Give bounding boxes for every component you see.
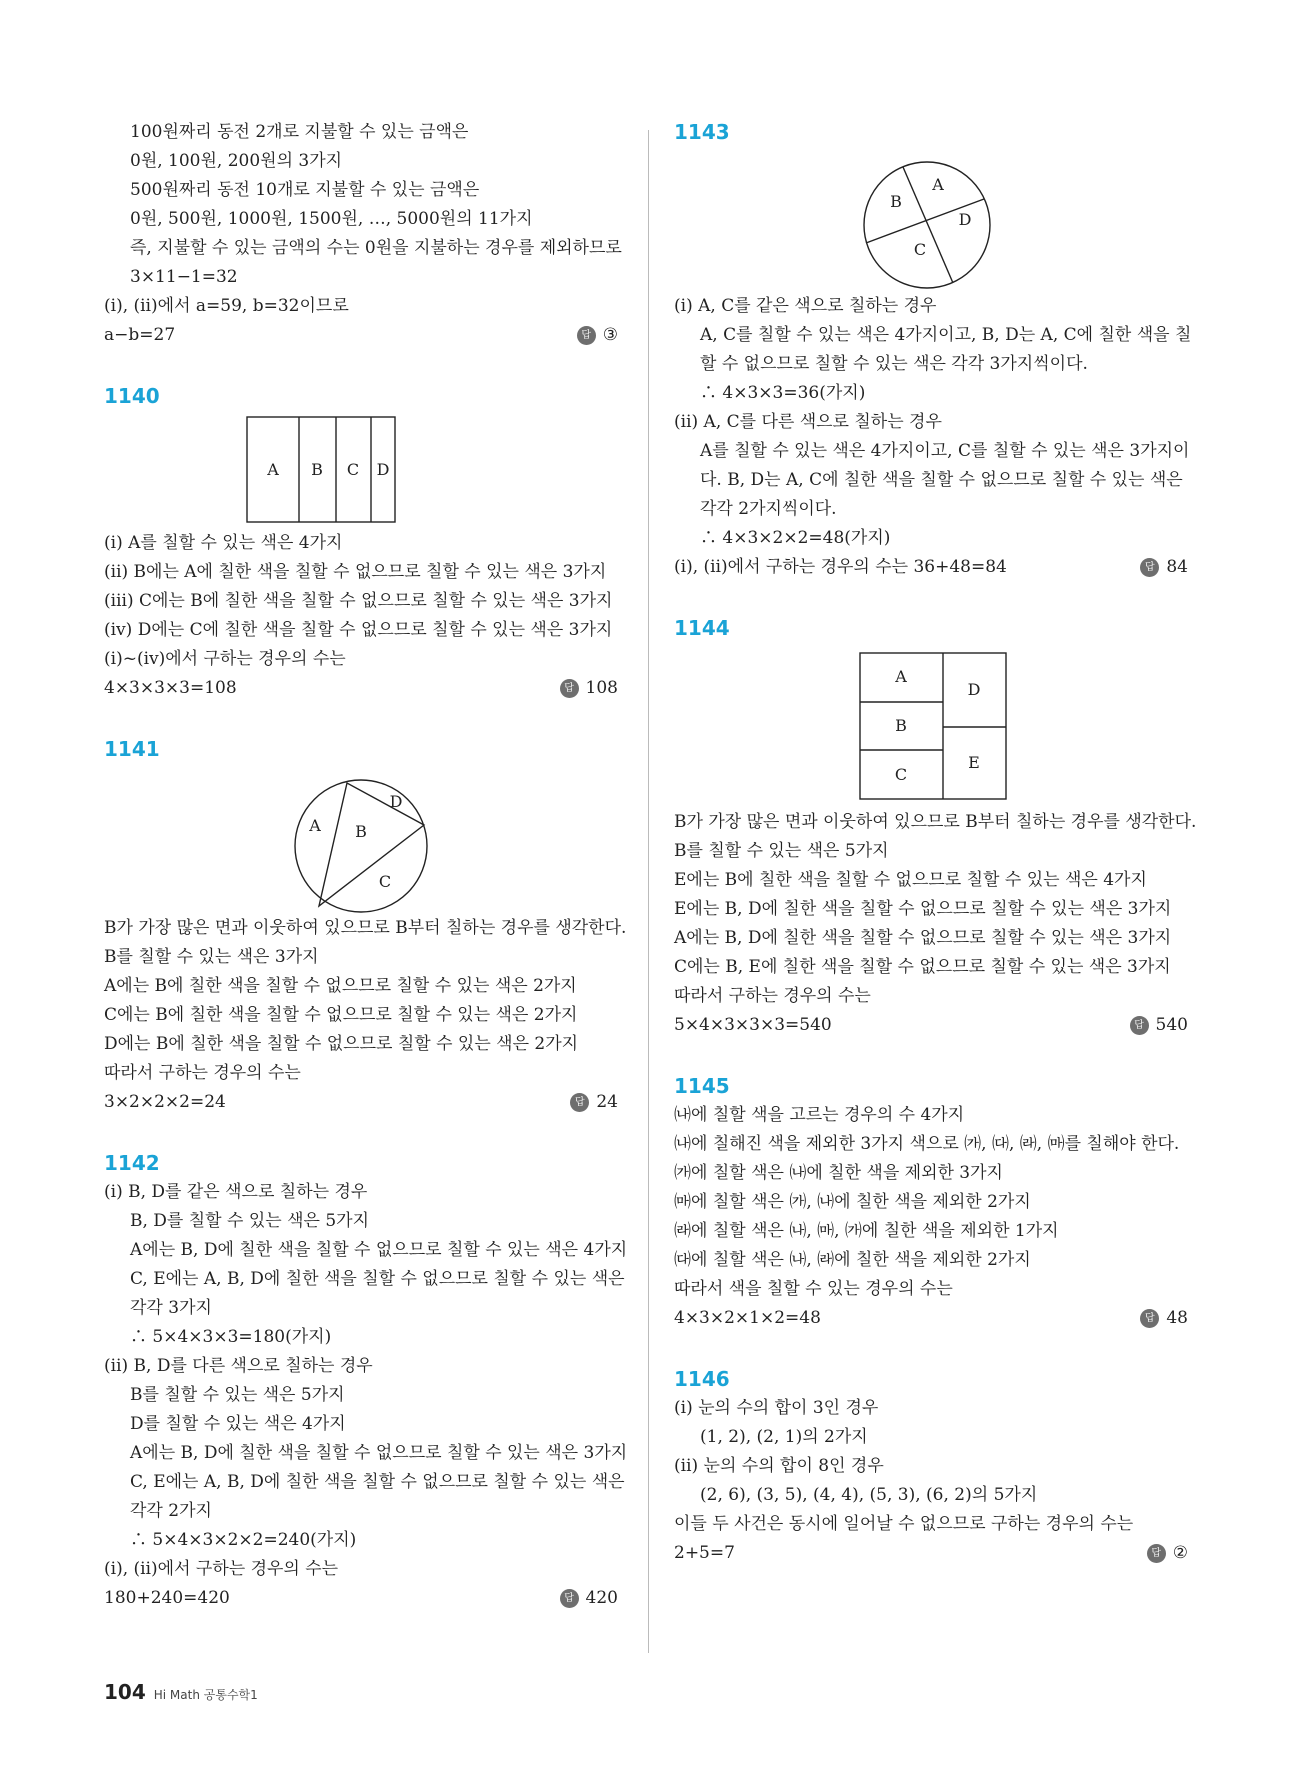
region-label: C [894, 765, 908, 784]
text-line: A에는 B에 칠한 색을 칠할 수 없으므로 칠할 수 있는 색은 2가지 [104, 976, 577, 996]
region-label: B [895, 716, 907, 735]
answer [560, 674, 618, 703]
text-line: ㈏에 칠해진 색을 제외한 3가지 색으로 ㈎, ㈐, ㈑, ㈒를 칠해야 한다. [674, 1134, 1180, 1154]
result-line: (ⅰ), (ⅱ)에서 구하는 경우의 수는 36+48=84 [674, 557, 1007, 577]
right-column [674, 118, 1197, 1568]
text-line: (ⅰ), (ⅱ)에서 구하는 경우의 수는 [104, 1559, 339, 1579]
text-line [674, 1304, 1188, 1333]
text-line: 0원, 500원, 1000원, 1500원, …, 5000원의 11가지 [130, 209, 533, 229]
answer-badge-icon: 답 [560, 679, 579, 698]
text-line [104, 674, 618, 703]
text-line: C에는 B, E에 칠한 색을 칠할 수 없으므로 칠할 수 있는 색은 3가지 [674, 957, 1171, 977]
text-line: ∴ 4×3×3=36(가지) [700, 383, 866, 403]
region-label: C [378, 872, 392, 891]
region-label: D [389, 792, 403, 811]
text-line: ㈐에 칠할 색은 ㈏, ㈑에 칠한 색을 제외한 2가지 [674, 1250, 1031, 1270]
figure-1140 [104, 411, 618, 529]
text-line [104, 321, 618, 350]
figure-1141 [104, 764, 618, 914]
text-line: 0원, 100원, 200원의 3가지 [130, 151, 343, 171]
figure-1143 [674, 147, 1188, 292]
text-line: C, E에는 A, B, D에 칠한 색을 칠할 수 없으므로 칠할 수 있는 색은 [130, 1269, 625, 1289]
text-line: ∴ 5×4×3×3=180(가지) [130, 1327, 332, 1347]
text-line: (ⅲ) C에는 B에 칠한 색을 칠할 수 없으므로 칠할 수 있는 색은 3가지 [104, 591, 613, 611]
answer-value: 420 [585, 1588, 618, 1608]
text-line: B를 칠할 수 있는 색은 5가지 [674, 841, 889, 861]
region-label: A [267, 460, 279, 479]
left-column [104, 118, 628, 1613]
problem-number: 1140 [104, 384, 160, 408]
answer-value: 84 [1166, 557, 1188, 577]
text-line: ㈎에 칠할 색은 ㈏에 칠한 색을 제외한 3가지 [674, 1163, 1003, 1183]
text-line: 따라서 구하는 경우의 수는 [104, 1063, 301, 1083]
text-line: (ⅱ) A, C를 다른 색으로 칠하는 경우 [674, 412, 942, 432]
text-line: D를 칠할 수 있는 색은 4가지 [130, 1414, 346, 1434]
answer-badge-icon: 답 [1140, 1309, 1159, 1328]
result-line: 4×3×3×3=108 [104, 678, 237, 698]
text-line: 각각 2가지 [130, 1501, 212, 1521]
answer-badge-icon: 답 [560, 1589, 579, 1608]
region-label: E [968, 753, 980, 772]
text-line: (ⅱ) 눈의 수의 합이 8인 경우 [674, 1456, 884, 1476]
region-label: A [309, 816, 321, 835]
result-line: 4×3×2×1×2=48 [674, 1308, 821, 1328]
text-line: 이들 두 사건은 동시에 일어날 수 없으므로 구하는 경우의 수는 [674, 1514, 1134, 1534]
text-line: C에는 B에 칠한 색을 칠할 수 없으므로 칠할 수 있는 색은 2가지 [104, 1005, 578, 1025]
text-line: (1, 2), (2, 1)의 2가지 [700, 1427, 868, 1447]
text-line: ∴ 4×3×2×2=48(가지) [700, 528, 891, 548]
text-line [674, 1539, 1188, 1568]
text-line: A에는 B, D에 칠한 색을 칠할 수 없으므로 칠할 수 있는 색은 4가지 [130, 1240, 628, 1260]
region-label: B [355, 822, 367, 841]
page-footer [104, 1680, 258, 1704]
text-line: A에는 B, D에 칠한 색을 칠할 수 없으므로 칠할 수 있는 색은 3가지 [674, 928, 1172, 948]
answer [1140, 553, 1188, 582]
text-line: ㈑에 칠할 색은 ㈏, ㈒, ㈎에 칠한 색을 제외한 1가지 [674, 1221, 1059, 1241]
result-line: 2+5=7 [674, 1543, 735, 1563]
text-line [104, 1088, 618, 1117]
text-line: 500원짜리 동전 10개로 지불할 수 있는 금액은 [130, 180, 480, 200]
answer-value: 24 [596, 1092, 618, 1112]
text-line: ㈒에 칠할 색은 ㈎, ㈏에 칠한 색을 제외한 2가지 [674, 1192, 1031, 1212]
answer [560, 1584, 618, 1613]
text-line: 100원짜리 동전 2개로 지불할 수 있는 금액은 [130, 122, 469, 142]
answer [570, 1088, 618, 1117]
region-label: D [958, 210, 972, 229]
problem-number: 1145 [674, 1074, 730, 1098]
figure-1144 [674, 643, 1188, 808]
page-number: 104 [104, 1680, 146, 1704]
text-line: 각각 2가지씩이다. [700, 499, 837, 519]
result-line: 180+240=420 [104, 1588, 230, 1608]
answer [577, 321, 618, 350]
problem-number: 1143 [674, 120, 730, 144]
text-line: C, E에는 A, B, D에 칠한 색을 칠할 수 없으므로 칠할 수 있는 색은 [130, 1472, 625, 1492]
text-line: B가 가장 많은 면과 이웃하여 있으므로 B부터 칠하는 경우를 생각한다. [104, 918, 627, 938]
text-line: D에는 B에 칠한 색을 칠할 수 없으므로 칠할 수 있는 색은 2가지 [104, 1034, 579, 1054]
text-line: 따라서 색을 칠할 수 있는 경우의 수는 [674, 1279, 953, 1299]
answer-badge-icon: 답 [570, 1093, 589, 1112]
text-line: (ⅱ) B, D를 다른 색으로 칠하는 경우 [104, 1356, 373, 1376]
text-line: (ⅳ) D에는 C에 칠한 색을 칠할 수 없으므로 칠할 수 있는 색은 3가지 [104, 620, 613, 640]
answer-badge-icon: 답 [577, 326, 596, 345]
result-line: 3×2×2×2=24 [104, 1092, 226, 1112]
answer-value: 108 [585, 678, 618, 698]
problem-number: 1142 [104, 1151, 160, 1175]
problem-number: 1141 [104, 737, 160, 761]
result-line: 5×4×3×3×3=540 [674, 1015, 832, 1035]
answer-value: 540 [1155, 1015, 1188, 1035]
problem-number: 1146 [674, 1367, 730, 1391]
answer-badge-icon: 답 [1130, 1016, 1149, 1035]
result-line: a−b=27 [104, 325, 176, 345]
text-line: 할 수 없으므로 칠할 수 있는 색은 각각 3가지씩이다. [700, 354, 1088, 374]
answer-value: ③ [602, 325, 618, 345]
text-line: E에는 B, D에 칠한 색을 칠할 수 없으므로 칠할 수 있는 색은 3가지 [674, 899, 1172, 919]
text-line [674, 1011, 1188, 1040]
text-line: A에는 B, D에 칠한 색을 칠할 수 없으므로 칠할 수 있는 색은 3가지 [130, 1443, 628, 1463]
answer-badge-icon: 답 [1147, 1544, 1166, 1563]
text-line: (ⅰ) B, D를 같은 색으로 칠하는 경우 [104, 1182, 368, 1202]
column-divider [648, 130, 649, 1653]
book-title: Hi Math 공통수학1 [153, 1688, 258, 1702]
text-line: 3×11−1=32 [130, 267, 238, 287]
text-line: A를 칠할 수 있는 색은 4가지이고, C를 칠할 수 있는 색은 3가지이 [700, 441, 1190, 461]
text-line: 각각 3가지 [130, 1298, 212, 1318]
answer [1130, 1011, 1188, 1040]
region-label: C [913, 240, 927, 259]
region-label: D [967, 680, 981, 699]
text-line: (2, 6), (3, 5), (4, 4), (5, 3), (6, 2)의 5가지 [700, 1485, 1038, 1505]
answer [1147, 1539, 1188, 1568]
text-line: (ⅰ), (ⅱ)에서 a=59, b=32이므로 [104, 296, 349, 316]
answer-value: ② [1172, 1543, 1188, 1563]
text-line: ∴ 5×4×3×2×2=240(가지) [130, 1530, 357, 1550]
region-label: B [890, 192, 902, 211]
text-line [104, 1584, 618, 1613]
problem-number: 1144 [674, 616, 730, 640]
region-label: A [895, 667, 907, 686]
text-line: B가 가장 많은 면과 이웃하여 있으므로 B부터 칠하는 경우를 생각한다. [674, 812, 1197, 832]
text-line: (ⅰ)~(ⅳ)에서 구하는 경우의 수는 [104, 649, 346, 669]
answer [1140, 1304, 1188, 1333]
text-line: (ⅰ) A를 칠할 수 있는 색은 4가지 [104, 533, 343, 553]
text-line: (ⅱ) B에는 A에 칠한 색을 칠할 수 없으므로 칠할 수 있는 색은 3가지 [104, 562, 607, 582]
text-line: A, C를 칠할 수 있는 색은 4가지이고, B, D는 A, C에 칠한 색을 칠 [700, 325, 1192, 345]
text-line: B를 칠할 수 있는 색은 5가지 [130, 1385, 345, 1405]
text-line: (ⅰ) 눈의 수의 합이 3인 경우 [674, 1398, 879, 1418]
text-line: 다. B, D는 A, C에 칠한 색을 칠할 수 없으므로 칠할 수 있는 색은 [700, 470, 1183, 490]
answer-badge-icon: 답 [1140, 558, 1159, 577]
text-line: B, D를 칠할 수 있는 색은 5가지 [130, 1211, 369, 1231]
region-label: A [932, 175, 944, 194]
text-line: E에는 B에 칠한 색을 칠할 수 없으므로 칠할 수 있는 색은 4가지 [674, 870, 1147, 890]
region-label: D [376, 460, 390, 479]
text-line: ㈏에 칠할 색을 고르는 경우의 수 4가지 [674, 1105, 965, 1125]
region-label: C [346, 460, 360, 479]
text-line: 따라서 구하는 경우의 수는 [674, 986, 871, 1006]
answer-value: 48 [1166, 1308, 1188, 1328]
text-line: 즉, 지불할 수 있는 금액의 수는 0원을 지불하는 경우를 제외하므로 [130, 238, 622, 258]
text-line [674, 553, 1188, 582]
text-line: B를 칠할 수 있는 색은 3가지 [104, 947, 319, 967]
text-line: (ⅰ) A, C를 같은 색으로 칠하는 경우 [674, 296, 937, 316]
region-label: B [311, 460, 323, 479]
